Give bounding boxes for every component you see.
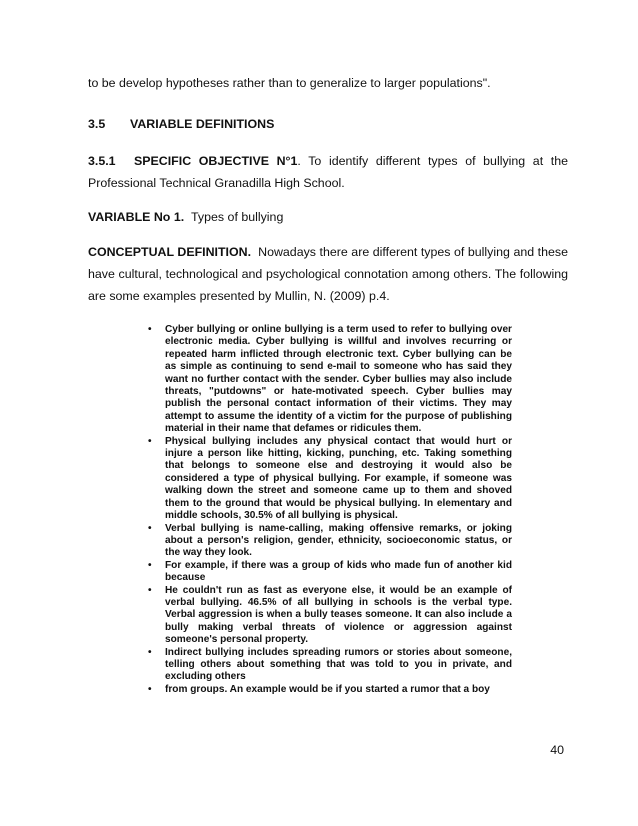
list-item: • He couldn't run as fast as everyone else, it would be an example of verbal bullying. 46.5% of all bullying in schools is the verbal type. Verbal aggression is when a bully teases someone. It can also include a bully making verbal threats of violence or aggression against someone's personal property. (148, 584, 512, 646)
objective-number: 3.5.1 (88, 154, 116, 168)
intro-line: to be develop hypotheses rather than to generalize to larger populations". (88, 76, 491, 90)
bullet-icon: • (148, 683, 152, 695)
list-item: • from groups. An example would be if you started a rumor that a boy (148, 683, 490, 695)
objective-paragraph (88, 150, 568, 194)
section-title: VARIABLE DEFINITIONS (130, 117, 275, 131)
variable-label: VARIABLE No 1. (88, 210, 185, 224)
conceptual-label: CONCEPTUAL DEFINITION. (88, 245, 252, 259)
conceptual-text: Nowadays there are different types of bullying and these have cultural, technological and psychological connotation among others. The following are some examples presented by Mullin, N. (2009) p.4. (88, 245, 568, 303)
bullet-icon: • (148, 435, 152, 447)
section-heading (88, 117, 274, 131)
variable-text: Types of bullying (191, 210, 284, 224)
bullet-icon: • (148, 646, 152, 658)
bullet-icon: • (148, 559, 152, 571)
bullet-icon: • (148, 522, 152, 534)
objective-text: . To identify different types of bullying at the Professional Technical Granadilla High School. (88, 154, 568, 190)
objective-label: SPECIFIC OBJECTIVE N°1 (134, 154, 298, 168)
variable-line (88, 206, 568, 228)
section-number: 3.5 (88, 117, 106, 131)
conceptual-paragraph (88, 241, 568, 307)
page-number: 40 (550, 743, 564, 757)
bullying-types-list (148, 324, 512, 696)
list-item: • Verbal bullying is name-calling, making offensive remarks, or joking about a person's religion, gender, ethnicity, socioeconomic status, or the way they look. (148, 522, 512, 559)
list-item: • Cyber bullying or online bullying is a term used to refer to bullying over electronic media. Cyber bullying is willful and involves recurring or repeated harm inflicted through electronic text. Cyber bullying can be as simple as continuing to send e-mail to someone who has said they want no further contact with the sender. Cyber bullies may also include threats, "putdowns" or hate-motivated speech. Cyber bullies may publish the personal contact information of their victims. They may attempt to assume the identity of a victim for the purpose of publishing material in their name that defames or ridicules them. (148, 324, 512, 435)
bullet-icon: • (148, 324, 152, 335)
list-item: • For example, if there was a group of kids who made fun of another kid because (148, 559, 512, 584)
list-item: • Physical bullying includes any physical contact that would hurt or injure a person like hitting, kicking, punching, etc. Taking something that belongs to someone else and destroying it would also be considered a type of physical bullying. For example, if someone was walking down the street and someone came up to them and shoved them to the ground that would be physical bullying. In elementary and middle schools, 30.5% of all bullying is physical. (148, 435, 512, 522)
bullet-icon: • (148, 584, 152, 596)
list-item: • Indirect bullying includes spreading rumors or stories about someone, telling others about something that was told to you in private, and excluding others (148, 646, 512, 683)
